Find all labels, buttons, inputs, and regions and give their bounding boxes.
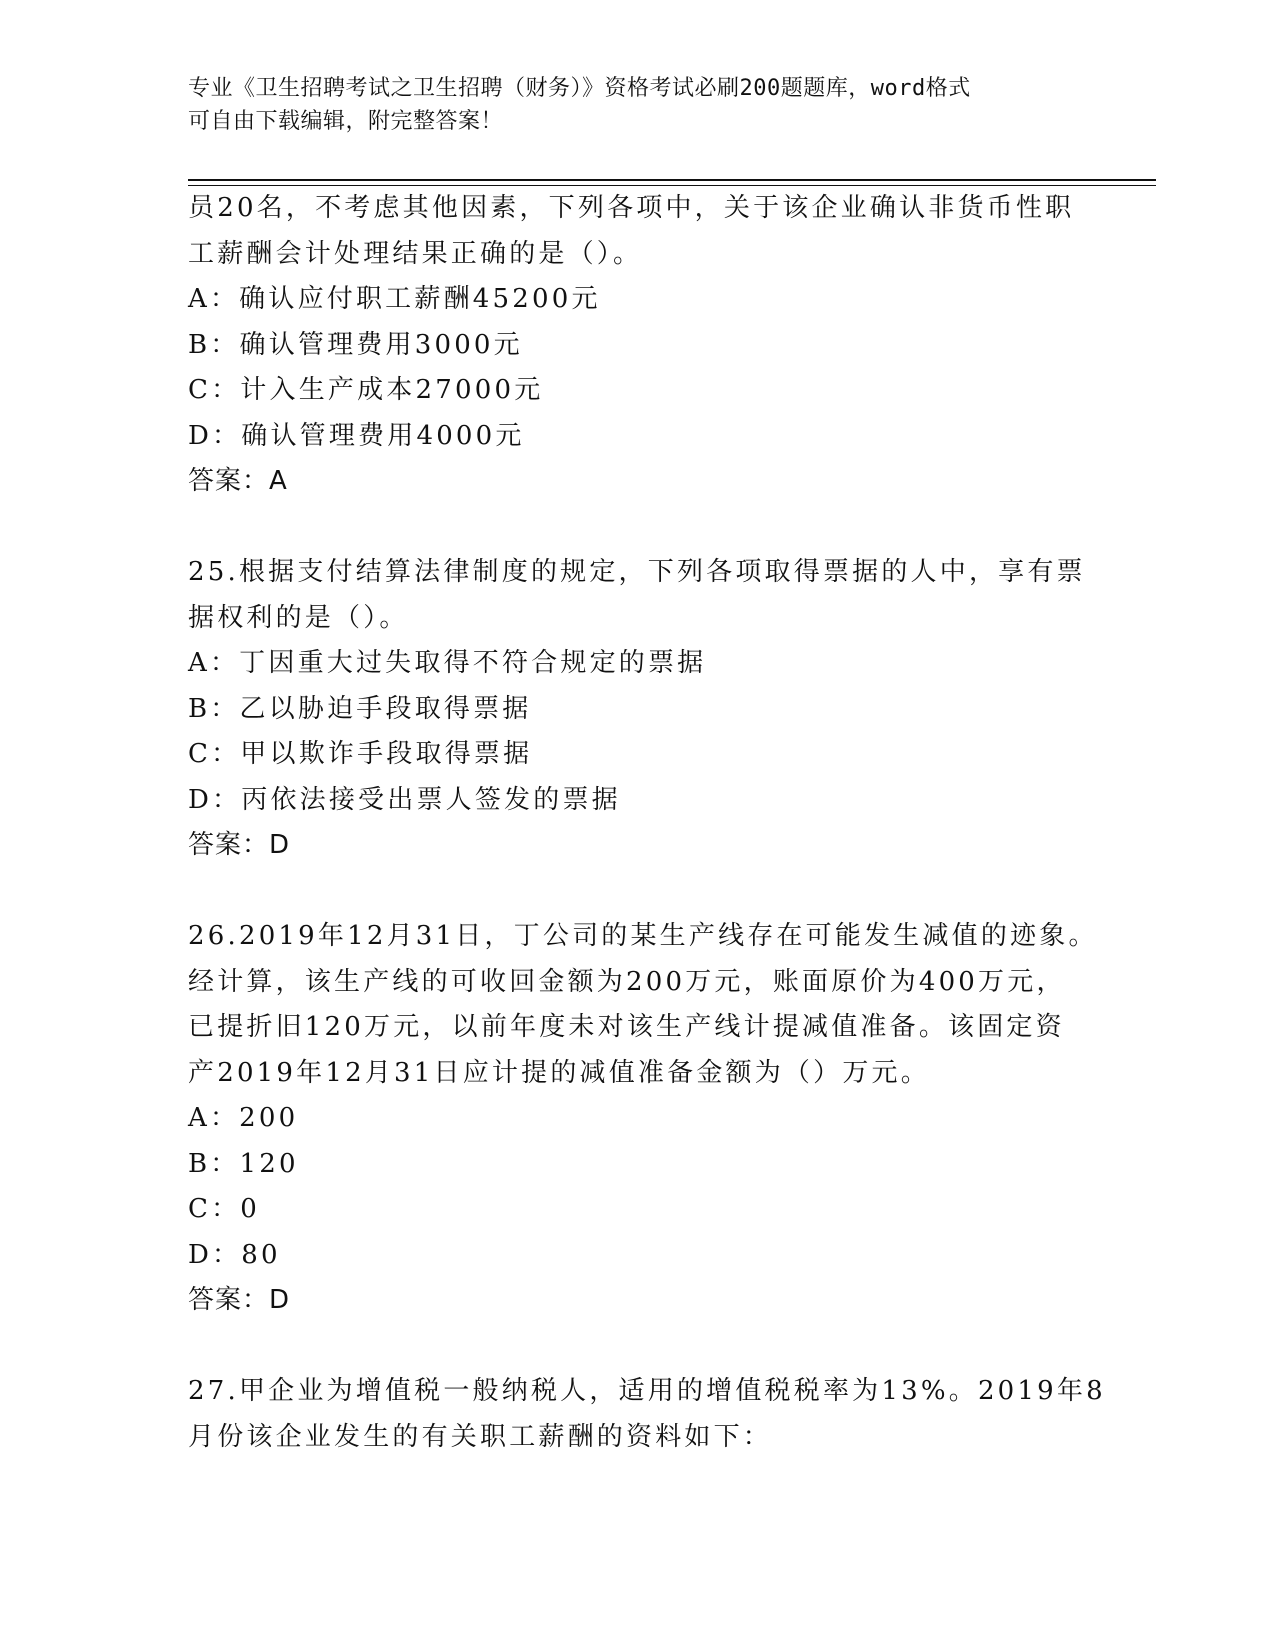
- option-d: D：80: [188, 1239, 281, 1270]
- question-stem-line: 员20名，不考虑其他因素，下列各项中，关于该企业确认非货币性职: [188, 193, 1075, 223]
- option-d: D：丙依法接受出票人签发的票据: [188, 784, 621, 815]
- question-stem-line: 经计算，该生产线的可收回金额为200万元，账面原价为400万元，: [188, 966, 1066, 997]
- question-stem-line: 产2019年12月31日应计提的减值准备金额为（）万元。: [188, 1057, 930, 1088]
- option-c: C：0: [188, 1194, 261, 1224]
- header-rule-thick: [188, 179, 1156, 181]
- option-b: B：确认管理费用3000元: [188, 329, 523, 360]
- option-a: A：200: [188, 1103, 299, 1133]
- option-b: B：120: [188, 1148, 299, 1179]
- question-stem-line: 25.根据支付结算法律制度的规定，下列各项取得票据的人中，享有票: [188, 557, 1086, 587]
- question-25: [188, 550, 1088, 869]
- question-continued: [188, 186, 1088, 505]
- answer-line: 答案：A: [188, 466, 288, 496]
- option-d: D：确认管理费用4000元: [188, 420, 525, 451]
- header-line-2: 可自由下载编辑，附完整答案！: [188, 109, 504, 134]
- question-26: [188, 914, 1098, 1324]
- document-body: [188, 186, 1106, 1460]
- answer-line: 答案：D: [188, 1285, 291, 1315]
- question-stem-line: 据权利的是（）。: [188, 602, 409, 633]
- question-stem-line: 26.2019年12月31日，丁公司的某生产线存在可能发生减值的迹象。: [188, 921, 1098, 951]
- question-stem-line: 27.甲企业为增值税一般纳税人，适用的增值税税率为13%。2019年8: [188, 1376, 1106, 1406]
- question-stem-line: 已提折旧120万元，以前年度未对该生产线计提减值准备。该固定资: [188, 1012, 1065, 1042]
- option-c: C：计入生产成本27000元: [188, 375, 544, 405]
- option-c: C：甲以欺诈手段取得票据: [188, 739, 533, 769]
- option-b: B：乙以胁迫手段取得票据: [188, 693, 532, 724]
- question-27: [188, 1369, 1106, 1460]
- answer-line: 答案：D: [188, 830, 291, 860]
- question-stem-line: 月份该企业发生的有关职工薪酬的资料如下：: [188, 1421, 773, 1452]
- option-a: A：丁因重大过失取得不符合规定的票据: [188, 648, 707, 678]
- header-line-1: 专业《卫生招聘考试之卫生招聘（财务）》资格考试必刷200题题库，word格式: [188, 76, 971, 101]
- question-stem-line: 工薪酬会计处理结果正确的是（）。: [188, 238, 643, 269]
- spacer: [188, 505, 1088, 551]
- spacer: [188, 869, 1088, 915]
- document-header: [188, 72, 1088, 138]
- spacer: [188, 1324, 1088, 1370]
- option-a: A：确认应付职工薪酬45200元: [188, 284, 601, 314]
